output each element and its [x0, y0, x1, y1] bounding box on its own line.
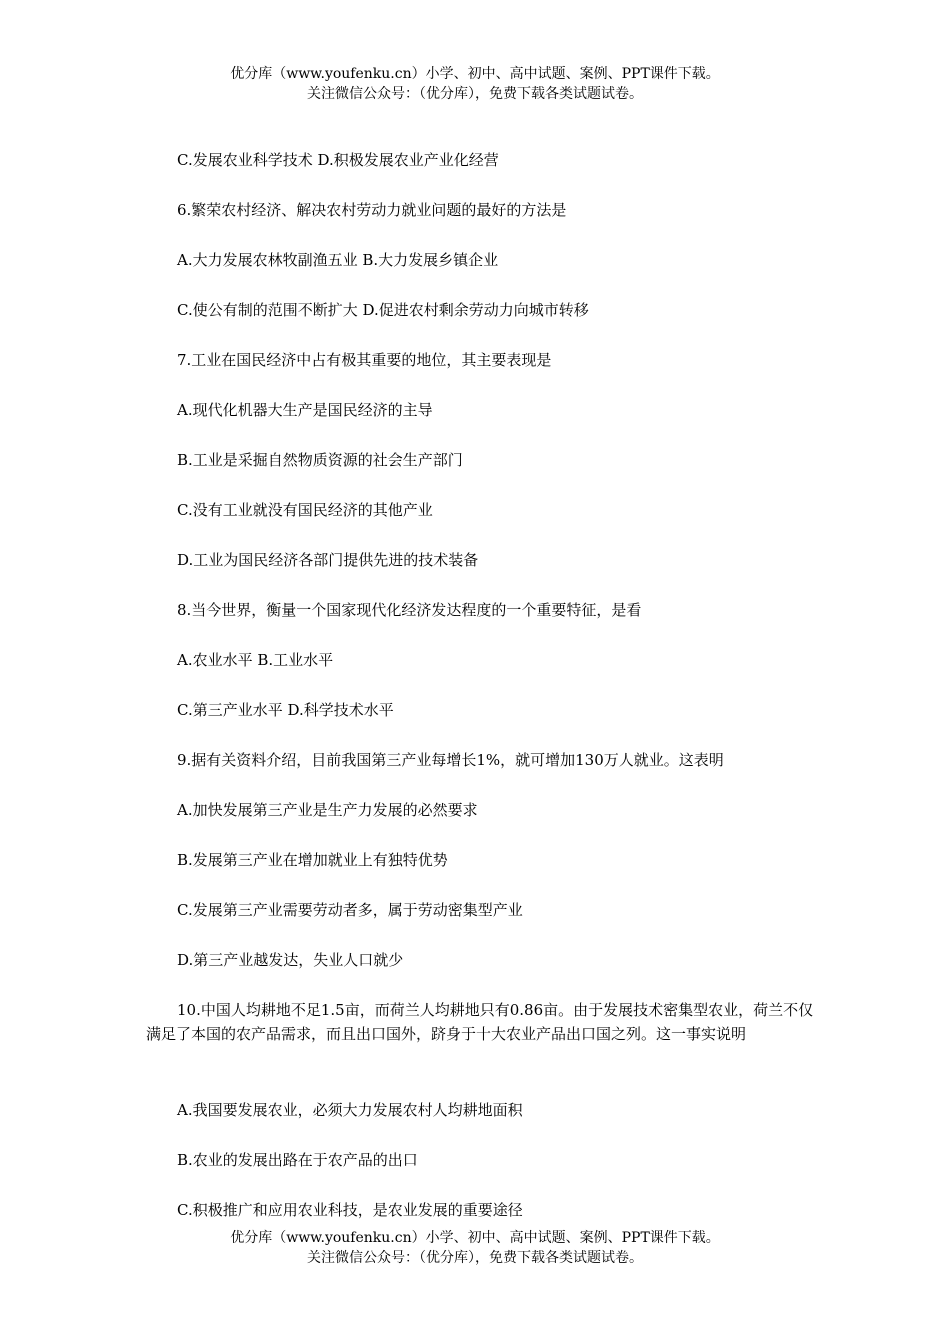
question-10: 10.中国人均耕地不足1.5亩，而荷兰人均耕地只有0.86亩。由于发展技术密集型农业，荷兰不仅满足了本国的农产品需求，而且出口国外，跻身于十大农业产品出口国之列。这一事实说明: [146, 1001, 814, 1043]
page-footer: [0, 1228, 950, 1268]
footer-line-2: 关注微信公众号：（优分库），免费下载各类试题试卷。: [307, 1250, 643, 1266]
document-body: [146, 148, 826, 1248]
option-7a: A.现代化机器大生产是国民经济的主导: [177, 401, 433, 419]
page-header: [0, 64, 950, 104]
header-line-2: 关注微信公众号：（优分库），免费下载各类试题试卷。: [307, 86, 643, 102]
option-line-6ab: A.大力发展农林牧副渔五业 B.大力发展乡镇企业: [177, 251, 499, 269]
option-7d: D.工业为国民经济各部门提供先进的技术装备: [177, 551, 479, 569]
footer-line-1: 优分库（www.youfenku.cn）小学、初中、高中试题、案例、PPT课件下载。: [230, 1230, 720, 1246]
option-10c: C.积极推广和应用农业科技，是农业发展的重要途径: [177, 1201, 523, 1219]
option-line-6cd: C.使公有制的范围不断扩大 D.促进农村剩余劳动力向城市转移: [177, 301, 589, 319]
option-line-5cd: C.发展农业科学技术 D.积极发展农业产业化经营: [177, 151, 499, 169]
option-7b: B.工业是采掘自然物质资源的社会生产部门: [177, 451, 463, 469]
question-8: 8.当今世界，衡量一个国家现代化经济发达程度的一个重要特征，是看: [177, 601, 642, 619]
option-9c: C.发展第三产业需要劳动者多，属于劳动密集型产业: [177, 901, 523, 919]
question-6: 6.繁荣农村经济、解决农村劳动力就业问题的最好的方法是: [177, 201, 567, 219]
option-9d: D.第三产业越发达，失业人口就少: [177, 951, 404, 969]
option-7c: C.没有工业就没有国民经济的其他产业: [177, 501, 433, 519]
option-line-8ab: A.农业水平 B.工业水平: [177, 651, 334, 669]
question-7: 7.工业在国民经济中占有极其重要的地位，其主要表现是: [177, 351, 552, 369]
option-10a: A.我国要发展农业，必须大力发展农村人均耕地面积: [177, 1101, 523, 1119]
option-9a: A.加快发展第三产业是生产力发展的必然要求: [177, 801, 478, 819]
option-10b: B.农业的发展出路在于农产品的出口: [177, 1151, 418, 1169]
header-line-1: 优分库（www.youfenku.cn）小学、初中、高中试题、案例、PPT课件下载。: [230, 66, 720, 82]
question-9: 9.据有关资料介绍，目前我国第三产业每增长1%，就可增加130万人就业。这表明: [177, 751, 724, 769]
option-line-8cd: C.第三产业水平 D.科学技术水平: [177, 701, 394, 719]
option-9b: B.发展第三产业在增加就业上有独特优势: [177, 851, 448, 869]
